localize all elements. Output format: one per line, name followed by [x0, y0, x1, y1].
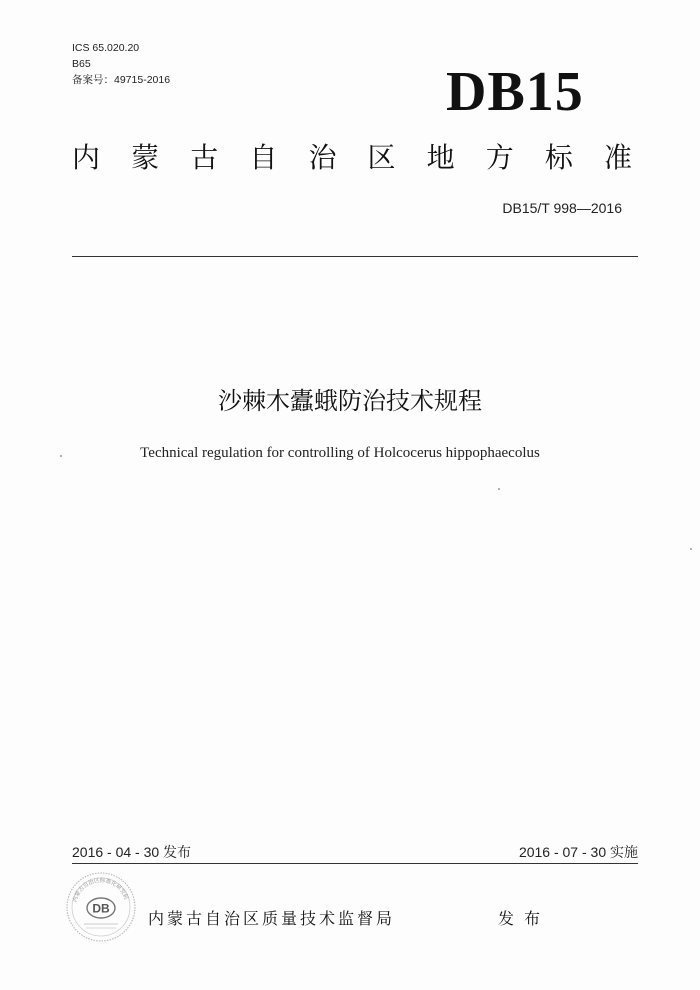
issuing-authority: 内蒙古自治区质量技术监督局 — [148, 909, 396, 928]
classification-block — [72, 40, 170, 88]
standard-category-char: 标 — [544, 141, 573, 174]
scan-speck — [60, 455, 62, 457]
scan-speck — [690, 548, 692, 550]
standard-category-char: 准 — [603, 141, 632, 174]
standard-category-char: 古 — [190, 141, 219, 174]
seal-stamp-icon — [64, 870, 138, 944]
document-title-en: Technical regulation for controlling of Holcocerus hippophaecolus — [140, 445, 540, 461]
bottom-divider — [72, 863, 638, 864]
standard-number: DB15/T 998—2016 — [502, 200, 622, 216]
seal-ring-text: 内蒙古自治区标准化研究院 — [72, 877, 129, 903]
standard-category-char: 蒙 — [131, 141, 160, 174]
document-title-cn: 沙棘木蠹蛾防治技术规程 — [218, 387, 482, 415]
ics-code: ICS 65.020.20 — [72, 42, 140, 54]
standard-category-char: 治 — [308, 141, 337, 174]
ccs-code: B65 — [72, 58, 91, 70]
standard-category-char: 内 — [72, 141, 101, 174]
standard-category-char: 区 — [367, 141, 396, 174]
issue-label: 发布 — [498, 909, 551, 928]
standard-category-char: 地 — [426, 141, 455, 174]
seal-center-text: DB — [92, 901, 110, 916]
top-divider — [72, 256, 638, 257]
publish-date: 2016 - 04 - 30 发布 — [72, 844, 192, 860]
standard-category-title — [72, 140, 632, 176]
db-logo: DB15 — [446, 61, 584, 123]
effective-date: 2016 - 07 - 30 实施 — [518, 844, 638, 860]
standard-category-char: 方 — [485, 141, 514, 174]
filing-number: 备案号：49715-2016 — [72, 74, 171, 86]
scan-speck — [498, 488, 500, 490]
standard-category-char: 自 — [249, 141, 278, 174]
